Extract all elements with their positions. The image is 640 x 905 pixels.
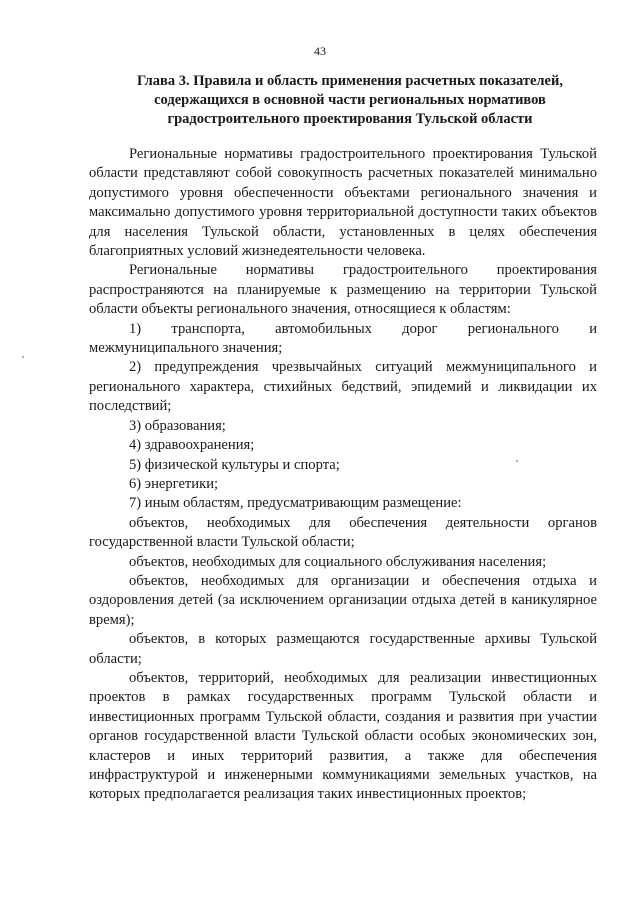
list-item: 4) здравоохранения; [129,437,255,454]
list-item: 7) иным областям, предусматривающим размещение: [129,495,462,512]
paragraph: Региональные нормативы градостроительного проектирования распространяются на планируемые к размещению на территории Тульской области объекты регионального значения, относящиеся к областям: [89,262,597,318]
paragraph: Региональные нормативы градостроительного проектирования Тульской области представляют собой совокупность расчетных показателей минимально допустимого уровня обеспеченности объектами регионального значения и максимально допустимого уровня территориальной доступности таких объектов для населения Тульской области, установленных в целях обеспечения благоприятных условий жизнедеятельности человека. [89,146,597,260]
list-item: 3) образования; [129,417,226,434]
list-item: 5) физической культуры и спорта; [129,456,340,473]
list-item: 2) предупреждения чрезвычайных ситуаций межмуниципального и регионального характера, стихийных бедствий, эпидемий и ликвидации их последствий; [89,359,597,415]
body-text [89,145,597,805]
heading-line: градостроительного проектирования Тульской области [167,111,533,127]
sub-item: объектов, необходимых для организации и обеспечения отдыха и оздоровления детей (за исключением организации отдыха детей в каникулярное время); [89,572,597,628]
sub-item: объектов, необходимых для обеспечения деятельности органов государственной власти Тульской области; [89,514,597,551]
chapter-heading [90,72,610,129]
heading-line: содержащихся в основной части региональных нормативов [154,92,546,108]
sub-item: объектов, в которых размещаются государственные архивы Тульской области; [89,631,597,667]
sub-item: объектов, необходимых для социального обслуживания населения; [129,553,547,570]
list-item: 6) энергетики; [129,475,219,492]
scan-speck [516,460,518,462]
list-item: 1) транспорта, автомобильных дорог регионального и межмуниципального значения; [89,320,597,357]
sub-item: объектов, территорий, необходимых для реализации инвестиционных проектов в рамках государственных программ Тульской области и инвестиционных программ Тульской области, создания и развития при участии органов государственной власти Тульской области особых экономических зон, кластеров и иных территорий развития, а также для обеспечения инфраструктурой и инженерными коммуникациями земельных участков, на которых предполагается реализация таких инвестиционных проектов; [89,669,597,803]
scan-speck [22,356,24,358]
heading-line: Глава 3. Правила и область применения расчетных показателей, [137,73,563,89]
page-number: 43 [314,44,326,58]
